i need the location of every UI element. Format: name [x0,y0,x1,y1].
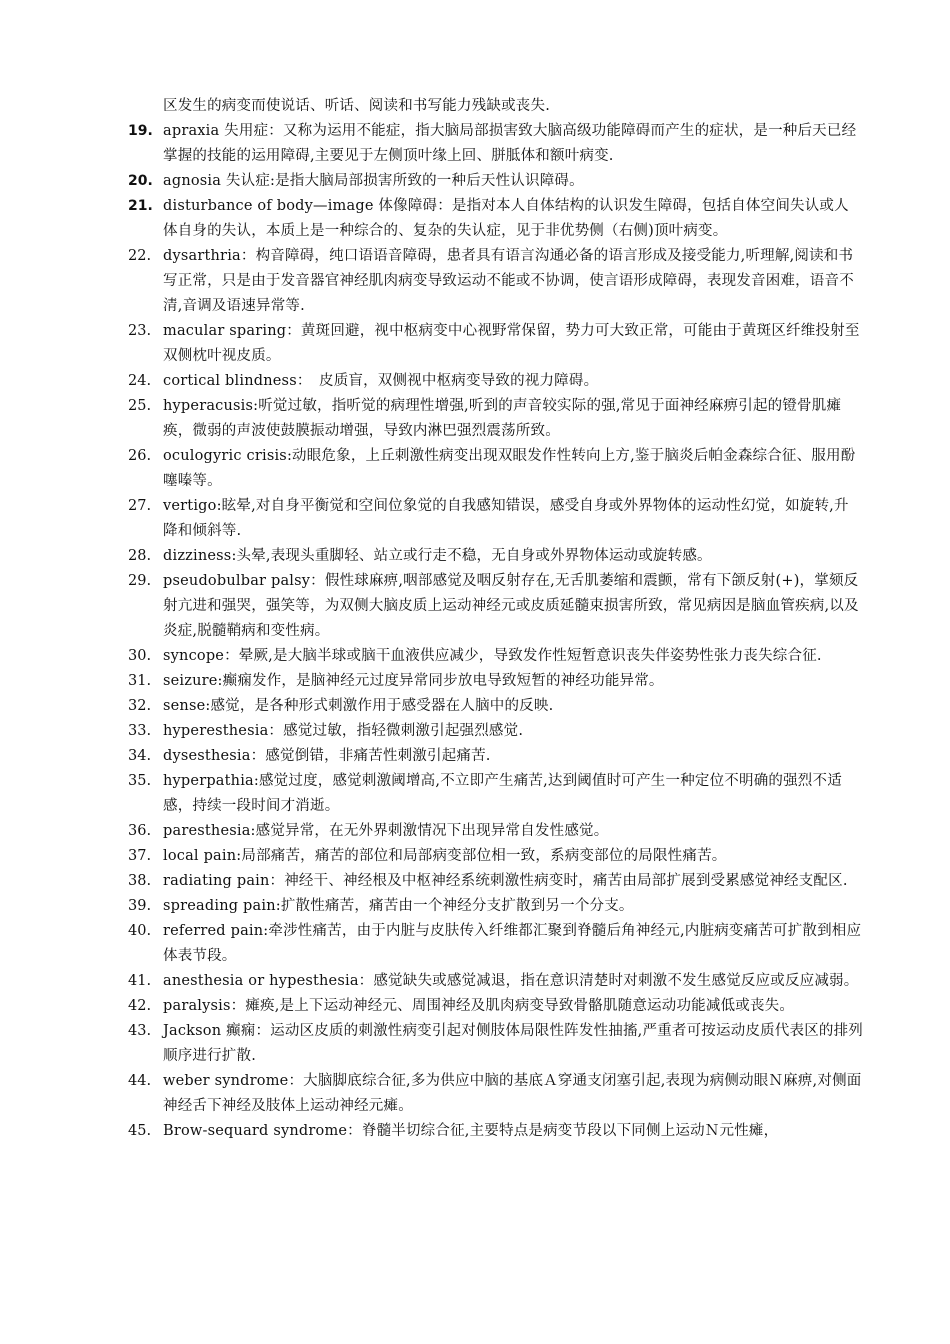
entry-text: local pain:局部痛苦，痛苦的部位和局部病变部位相一致，系病变部位的局限性痛苦。 [163,848,727,864]
glossary-entry [128,669,863,694]
glossary-entry [128,319,863,369]
entry-text: agnosia 失认症:是指大脑局部损害所致的一种后天性认识障碍。 [163,173,584,189]
entry-number: 33. [128,723,152,739]
entry-number: 29. [128,573,152,589]
entry-number: 44. [128,1073,152,1089]
entry-number: 23. [128,323,152,339]
entry-text: hyperesthesia：感觉过敏，指轻微刺激引起强烈感觉. [163,723,524,739]
entry-text: cortical blindness： 皮质盲，双侧视中枢病变导致的视力障碍。 [163,373,599,389]
entry-number: 19. [128,123,153,139]
entry-text: disturbance of body—image 体像障碍：是指对本人自体结构的认识发生障碍，包括自体空间失认或人体自身的失认，本质上是一种综合的、复杂的失认症，见于非优势侧（右侧)顶叶病变。 [163,198,849,239]
entry-text: oculogyric crisis:动眼危象，上丘刺激性病变出现双眼发作性转向上方,鉴于脑炎后帕金森综合征、服用酚噻嗪等。 [163,448,856,489]
glossary-entry [128,894,863,919]
glossary-entry [128,94,863,119]
glossary-entry [128,819,863,844]
glossary-entry [128,1119,863,1144]
entry-number: 36. [128,823,152,839]
entry-text: Jackson 癫痫：运动区皮质的刺激性病变引起对侧肢体局限性阵发性抽搐,严重者可按运动皮质代表区的排列顺序进行扩散. [163,1023,863,1064]
entry-text: weber syndrome：大脑脚底综合征,多为供应中脑的基底Ａ穿通支闭塞引起,表现为病侧动眼Ｎ麻痹,对侧面神经舌下神经及肢体上运动神经元瘫。 [163,1073,862,1114]
entry-number: 32. [128,698,152,714]
glossary-entry [128,919,863,969]
entry-text: anesthesia or hypesthesia：感觉缺失或感觉减退，指在意识清楚时对刺激不发生感觉反应或反应减弱。 [163,973,859,989]
entry-text: syncope：晕厥,是大脑半球或脑干血液供应减少，导致发作性短暂意识丧失伴姿势性张力丧失综合征. [163,648,822,664]
entry-text: seizure:癫痫发作，是脑神经元过度异常同步放电导致短暂的神经功能异常。 [163,673,664,689]
entry-text: paresthesia:感觉异常，在无外界刺激情况下出现异常自发性感觉。 [163,823,609,839]
entry-number: 21. [128,198,153,214]
entry-text: referred pain:牵涉性痛苦，由于内脏与皮肤传入纤维都汇聚到脊髓后角神经元,内脏病变痛苦可扩散到相应体表节段。 [163,923,862,964]
glossary-entry [128,544,863,569]
entry-number: 30. [128,648,152,664]
entry-text: spreading pain:扩散性痛苦，痛苦由一个神经分支扩散到另一个分支。 [163,898,634,914]
entry-number: 22. [128,248,152,264]
entry-text: radiating pain：神经干、神经根及中枢神经系统刺激性病变时，痛苦由局部扩展到受累感觉神经支配区. [163,873,848,889]
entry-number: 31. [128,673,152,689]
glossary-entry [128,244,863,319]
glossary-entry [128,1019,863,1069]
entry-text: dizziness:头晕,表现头重脚轻、站立或行走不稳，无自身或外界物体运动或旋转感。 [163,548,712,564]
glossary-list [128,94,863,1144]
entry-text: apraxia 失用症：又称为运用不能症，指大脑局部损害致大脑高级功能障碍而产生的症状，是一种后天已经掌握的技能的运用障碍,主要见于左侧顶叶缘上回、胼胝体和额叶病变. [163,123,857,164]
entry-number: 43. [128,1023,152,1039]
entry-number: 45. [128,1123,152,1139]
entry-number: 38. [128,873,152,889]
entry-number: 24. [128,373,152,389]
glossary-entry [128,1069,863,1119]
entry-text: Brow-sequard syndrome：脊髓半切综合征,主要特点是病变节段以下同侧上运动Ｎ元性瘫， [163,1123,779,1139]
glossary-entry [128,569,863,644]
glossary-entry [128,169,863,194]
entry-number: 39. [128,898,152,914]
entry-number: 20. [128,173,153,189]
entry-number: 37. [128,848,152,864]
entry-number: 40. [128,923,152,939]
entry-text: 区发生的病变而使说话、听话、阅读和书写能力残缺或丧失. [163,98,551,114]
entry-number: 41. [128,973,152,989]
glossary-entry [128,119,863,169]
entry-text: dysarthria：构音障碍，纯口语语音障碍，患者具有语言沟通必备的语言形成及接受能力,听理解,阅读和书写正常，只是由于发音器官神经肌肉病变导致运动不能或不协调，使言语形成障碍，表现发音困难，语音不清,音调及语速异常等. [163,248,854,314]
glossary-entry [128,444,863,494]
entry-number: 28. [128,548,152,564]
entry-text: dysesthesia：感觉倒错，非痛苦性刺激引起痛苦. [163,748,491,764]
entry-number: 35. [128,773,152,789]
glossary-entry [128,694,863,719]
glossary-entry [128,844,863,869]
entry-text: hyperpathia:感觉过度，感觉刺激阈增高,不立即产生痛苦,达到阈值时可产生一种定位不明确的强烈不适感，持续一段时间才消逝。 [163,773,842,814]
entry-text: macular sparing：黄斑回避，视中枢病变中心视野常保留，势力可大致正常，可能由于黄斑区纤维投射至双侧枕叶视皮质。 [163,323,860,364]
entry-number: 27. [128,498,152,514]
glossary-entry [128,494,863,544]
glossary-entry [128,394,863,444]
entry-number: 25. [128,398,152,414]
glossary-entry [128,869,863,894]
glossary-entry [128,769,863,819]
entry-text: vertigo:眩晕,对自身平衡觉和空间位象觉的自我感知错误，感受自身或外界物体的运动性幻觉，如旋转,升降和倾斜等. [163,498,849,539]
glossary-entry [128,194,863,244]
entry-text: hyperacusis:听觉过敏，指听觉的病理性增强,听到的声音较实际的强,常见于面神经麻痹引起的镫骨肌瘫痪，微弱的声波使鼓膜振动增强，导致内淋巴强烈震荡所致。 [163,398,842,439]
entry-text: paralysis：瘫痪,是上下运动神经元、周围神经及肌肉病变导致骨骼肌随意运动功能减低或丧失。 [163,998,795,1014]
glossary-entry [128,369,863,394]
glossary-entry [128,719,863,744]
glossary-entry [128,969,863,994]
entry-number: 34. [128,748,152,764]
entry-text: pseudobulbar palsy：假性球麻痹,咽部感觉及咽反射存在,无舌肌萎缩和震颤，常有下颌反射(+)，掌颏反射亢进和强哭，强笑等，为双侧大脑皮质上运动神经元或皮质延髓束损害所致，常见病因是脑血管疾病,以及炎症,脱髓鞘病和变性病。 [163,573,859,639]
glossary-entry [128,994,863,1019]
entry-text: sense:感觉，是各种形式刺激作用于感受器在人脑中的反映. [163,698,554,714]
glossary-entry [128,744,863,769]
glossary-entry [128,644,863,669]
entry-number: 26. [128,448,152,464]
entry-number: 42. [128,998,152,1014]
